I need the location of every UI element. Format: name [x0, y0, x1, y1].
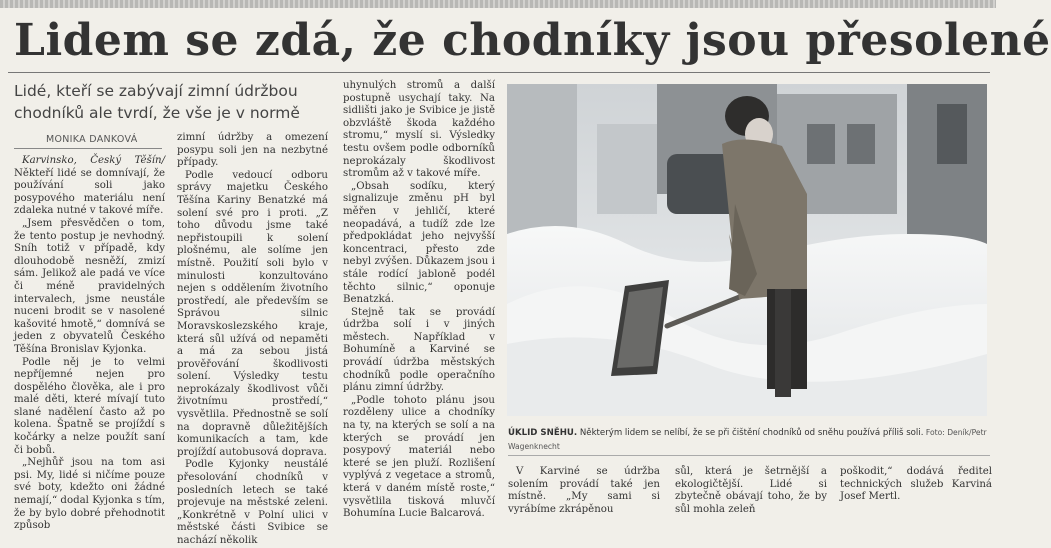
headline: Lidem se zdá, že chodníky jsou přesolené — [14, 15, 1051, 66]
article-column-2 — [177, 132, 328, 546]
article-column-5 — [675, 466, 827, 515]
caption-rule — [508, 455, 990, 456]
paragraph: „Obsah sodíku, který signalizuje změnu pH byl měřen v jehličí, které neopadává, a tudíž zde lze předpokládat jeho nejvyšší koncentraci, přesto zde nebyl zvýšen. Důkazem jsou i stále rodící jabloně podél těchto silnic,“ oponuje Benatzká. — [343, 180, 495, 306]
paragraph: Podle vedoucí odboru správy majetku Českého Těšína Kariny Benatzké má solení své pro i proti. „Z toho důvodu jsme také nepřistoupili k solení plošnému, ale solíme jen místně. Použití soli bylo v minulosti konzultováno nejen s oddělením životního prostředí, ale především se Správou silnic Moravskoslezského kraje, která sůl užívá od nepaměti a má za sebou jistá prověřování škodlivosti solení. Výsledky testu neprokázaly škodlivost vůči životnímu prostředí,“ vysvětlila. Přednostně se solí na dopravně důležitějších komunikacích a tam, kde projíždí autobusová doprava. — [177, 169, 328, 458]
paragraph: „Jsem přesvědčen o tom, že tento postup je nevhodný. Sníh totiž v případě, kdy dlouhodobě nesněží, zmizí sám. Jelikož ale padá ve více či méně pravidelných intervalech, jsme neustále nuceni brodit se v nasolené kašovité hmotě,“ domnívá se jeden z obyvatelů Českého Těšína Bronislav Kyjonka. — [14, 217, 165, 355]
paragraph: Podle Kyjonky neustálé přesolování chodníků v posledních letech se také projevuje na městské zeleni. „Konkrétně v Polní ulici v městské části Svibice se nachází několik — [177, 459, 328, 546]
article-photo — [507, 84, 987, 416]
headline-rule — [8, 72, 990, 73]
paragraph: „Nejhůř jsou na tom asi psi. My, lidé si ničíme pouze své boty, kdežto oni žádné nemají,“ dodal Kyjonka s tím, že by bylo dobré přehodnotit způsob — [14, 457, 165, 532]
page-top-border — [0, 0, 996, 8]
snow-shoveling-photo — [507, 84, 987, 416]
paragraph: zimní údržby a omezení posypu soli jen na nezbytné případy. — [177, 132, 328, 169]
author-byline: MONIKA DANKOVÁ — [46, 134, 138, 145]
paragraph: „Podle tohoto plánu jsou rozděleny ulice a chodníky na ty, na kterých se solí a na kterých se provádí jen posypový materiál nebo které se jen pluží. Rozlišení vyplývá z vegetace a stromů, která v daném místě roste,“ vysvětlila tisková mluvčí Bohumína Lucie Balcarová. — [343, 394, 495, 520]
article-column-4 — [508, 466, 660, 515]
paragraph: Podle něj je to velmi nepříjemné nejen pro dospělého člověka, ale i pro malé děti, které mívají tuto slané nadělení často až po kolena. Špatně se projíždí s kočárky a nelze použít saní či bobů. — [14, 356, 165, 456]
article-column-3 — [343, 80, 495, 520]
caption-lead: ÚKLID SNĚHU. — [508, 428, 578, 438]
subheadline: Lidé, kteří se zabývají zimní údržbou chodníků ale tvrdí, že vše je v normě — [14, 82, 300, 122]
paragraph-text: Někteří lidé se domnívají, že používání soli jako posypového materiálu není zdaleka nutné v takové míře. — [14, 167, 165, 217]
article-column-6 — [840, 466, 992, 512]
paragraph: sůl, která je šetrnější a ekologičtější. Lidé si zbytečně obávají toho, že by sůl mohla zeleň — [675, 466, 827, 515]
paragraph: Stejně tak se provádí údržba solí i v jiných městech. Například v Bohumíně a Karviné se provádí údržba městských chodníků podle operačního plánu zimní údržby. — [343, 306, 495, 394]
paragraph: V Karviné se údržba solením provádí také jen místně. „My sami si vyrábíme zkrápěnou — [508, 466, 660, 515]
paragraph: uhynulých stromů a další postupně usychají taky. Na sidlišti jako je Svibice je jistě obzvláště škoda každého stromu,“ myslí si. Výsledky testu ovšem podle odborníků neprokázaly škodlivost stromům až v takové míře. — [343, 80, 495, 180]
photo-credit: Foto: Deník/Petr Wagenknecht — [508, 428, 987, 451]
photo-caption — [508, 426, 990, 454]
dateline: Karvinsko, Český Těšín/ — [22, 155, 165, 166]
paragraph: poškodit,“ dodává ředitel technických služeb Karviná Josef Mertl. — [840, 466, 992, 503]
byline-rule — [14, 148, 162, 149]
paragraph — [14, 155, 165, 218]
caption-text: Některým lidem se nelíbí, že se při čištění chodníků od sněhu používá příliš soli. — [577, 428, 924, 438]
article-column-1 — [14, 155, 165, 532]
